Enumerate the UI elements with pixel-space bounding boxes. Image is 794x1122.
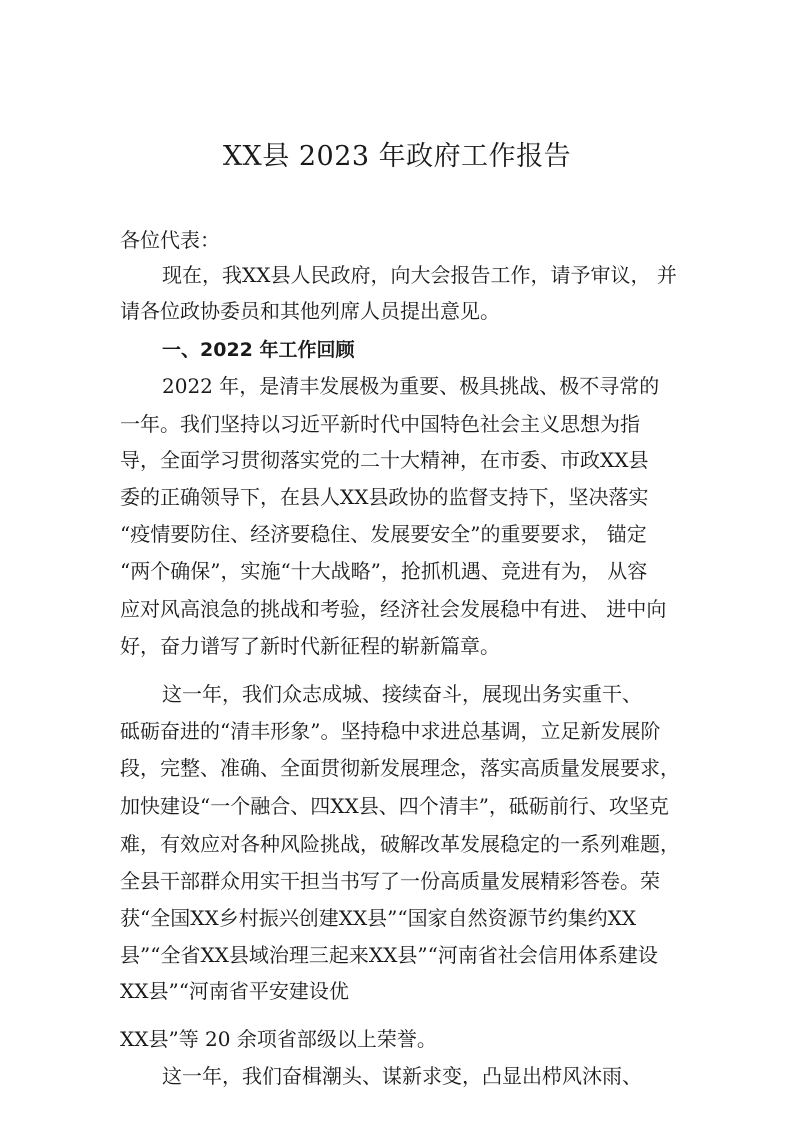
paragraph-line: 好，奋力谱写了新时代新征程的崭新篇章。: [120, 634, 500, 658]
paragraph-line: 难，有效应对各种风险挑战，破解改革发展稳定的一系列难题，: [120, 832, 680, 856]
paragraph-line: 委的正确领导下，在县人XX县政协的监督支持下，坚决落实: [120, 485, 649, 509]
paragraph-line: 县”“全省XX县域治理三起来XX县”“河南省社会信用体系建设: [120, 943, 658, 967]
greeting: 各位代表：: [120, 228, 220, 252]
paragraph-line: 加快建设“一个融合、四XX县、四个清丰”，砥砺前行、攻坚克: [120, 794, 669, 818]
paragraph-line: 获“全国XX乡村振兴创建XX县”“国家自然资源节约集约XX: [120, 906, 637, 930]
paragraph-line: “疫情要防住、经济要稳住、发展要安全”的重要要求， 锚定: [120, 522, 647, 546]
document-title: XX县 2023 年政府工作报告: [222, 141, 572, 172]
paragraph-line: 这一年，我们奋楫潮头、谋新求变，凸显出栉风沐雨、: [162, 1064, 642, 1088]
paragraph-line: 段，完整、准确、全面贯彻新发展理念，落实高质量发展要求，: [120, 756, 680, 780]
paragraph-line: “两个确保”，实施“十大战略”，抢抓机遇、竞进有为， 从容: [120, 559, 648, 583]
paragraph-line: 这一年，我们众志成城、接续奋斗，展现出务实重干、: [162, 682, 642, 706]
paragraph-line: 砥砺奋进的“清丰形象”。坚持稳中求进总基调，立足新发展阶: [120, 719, 661, 743]
paragraph-line: 应对风高浪急的挑战和考验，经济社会发展稳中有进、 进中向: [120, 597, 667, 621]
paragraph-line: XX县”等 20 余项省部级以上荣誉。: [120, 1027, 437, 1051]
paragraph-line: 全县干部群众用实干担当书写了一份高质量发展精彩答卷。荣: [120, 869, 660, 893]
paragraph-line: XX县”“河南省平安建设优: [120, 979, 349, 1003]
section-heading: 一、2022 年工作回顾: [162, 339, 355, 361]
paragraph-line: 2022 年，是清丰发展极为重要、极具挑战、极不寻常的: [162, 374, 660, 398]
paragraph-line: 现在，我XX县人民政府，向大会报告工作，请予审议， 并: [162, 263, 677, 287]
paragraph-line: 请各位政协委员和其他列席人员提出意见。: [120, 299, 500, 323]
paragraph-line: 一年。我们坚持以习近平新时代中国特色社会主义思想为指: [120, 412, 640, 436]
paragraph-line: 导，全面学习贯彻落实党的二十大精神，在市委、市政XX县: [120, 448, 649, 472]
